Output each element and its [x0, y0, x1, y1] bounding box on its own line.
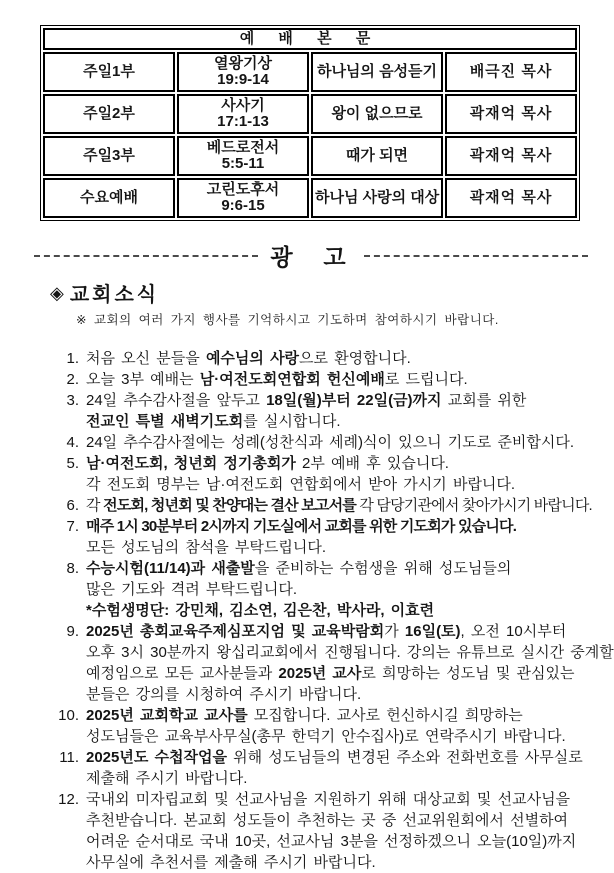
scripture-cell: [177, 52, 309, 92]
worship-table-row: [43, 94, 577, 134]
pastor-cell: 곽재억 목사: [445, 178, 577, 218]
list-item-line: [86, 789, 580, 810]
list-item: [40, 516, 580, 558]
list-item: [40, 369, 580, 390]
text-segment: 로 드립니다.: [384, 371, 468, 388]
text-segment: 많은 기도와 격려 부탁드립니다.: [86, 581, 298, 598]
list-item-line: [86, 642, 614, 663]
text-segment: 국내외 미자립교회 및 선교사님을 지원하기 위해 대상교회 및 선교사님을: [86, 791, 571, 808]
list-item-line: [86, 432, 580, 453]
list-item-line: [86, 369, 580, 390]
list-item: [40, 453, 580, 495]
list-item-line: [86, 747, 583, 768]
scripture-verse: 5:5-11: [221, 155, 265, 172]
scripture-verse: 9:6-15: [221, 197, 265, 214]
text-segment: 매주 1시 30분부터 2시까지 기도실에서 교회를 위한 기도회가 있습니다.: [86, 518, 517, 535]
service-cell: 주일3부: [43, 136, 175, 176]
list-item-number: 11.: [59, 749, 79, 766]
text-segment: 24일 추수감사절을 앞두고: [86, 392, 267, 409]
sermon-title-cell: 때가 되면: [311, 136, 443, 176]
sermon-title-cell: 왕이 없으므로: [311, 94, 443, 134]
list-item-line: [86, 453, 580, 474]
text-segment: 24일 추수감사절에는 성례(성찬식과 세례)식이 있으니 기도로 준비합시다.: [86, 434, 575, 451]
church-news-title: 교회소식: [69, 284, 160, 306]
list-item-body: [86, 369, 580, 390]
text-segment: 2025년 교사: [278, 665, 362, 682]
list-item: [40, 747, 583, 789]
text-segment: 각: [86, 497, 104, 514]
list-item-body: [86, 747, 583, 789]
text-segment: 모집합니다. 교사로 헌신하시길 희망하는: [247, 707, 523, 724]
list-item-body: [86, 705, 580, 747]
diamond-bullet-icon: ◈: [50, 282, 64, 303]
list-item-body: [86, 516, 580, 558]
scripture-book: 열왕기상: [214, 55, 272, 72]
list-item-number: 2.: [66, 371, 79, 388]
list-item-number: 3.: [66, 392, 79, 409]
service-cell: 수요예배: [43, 178, 175, 218]
list-item-number: 7.: [66, 518, 79, 535]
list-item: [40, 621, 614, 705]
church-news-header: [50, 278, 580, 307]
list-item-body: [86, 432, 580, 453]
notice-divider: [34, 239, 588, 272]
text-segment: 제출해 주시기 바랍니다.: [86, 770, 248, 787]
pastor-cell: 곽재억 목사: [445, 136, 577, 176]
text-segment: 전교인 특별 새벽기도회: [86, 413, 244, 430]
text-segment: 수능시험(11/14)과 새출발: [86, 560, 255, 577]
text-segment: 예정임으로 모든 교사분들과: [86, 665, 279, 682]
worship-table-row: [43, 52, 577, 92]
text-segment: 을 준비하는 수험생을 위해 성도님들의: [254, 560, 512, 577]
list-item-body: [86, 453, 580, 495]
worship-table-title: 예 배 본 문: [43, 28, 577, 50]
notice-section-title: 광 고: [270, 244, 352, 270]
text-segment: 분들은 강의를 시청하여 주시기 바랍니다.: [86, 686, 362, 703]
text-segment: 으로 환영합니다.: [299, 350, 411, 367]
worship-table-row: [43, 136, 577, 176]
text-segment: *수험생명단: 강민채, 김소연, 김은찬, 박사라, 이효련: [86, 602, 435, 619]
pastor-cell: 곽재억 목사: [445, 94, 577, 134]
scripture-verse: 17:1-13: [217, 113, 269, 130]
text-segment: 예수님의 사랑: [205, 350, 300, 367]
scripture-verse: 19:9-14: [217, 71, 269, 88]
list-item-number: 10.: [58, 707, 79, 724]
worship-table-title-row: [43, 28, 577, 50]
list-item-line: [86, 621, 614, 642]
list-item-line: [86, 411, 580, 432]
scripture-cell: [177, 136, 309, 176]
list-item: [40, 495, 592, 516]
text-segment: 2부 예배 후 있습니다.: [295, 455, 449, 472]
sermon-title-cell: 하나님 사랑의 대상: [311, 178, 443, 218]
list-item-line: [86, 516, 580, 537]
scripture-book: 고린도후서: [206, 181, 280, 198]
list-item-body: [86, 390, 580, 432]
text-segment: 2025년 교회학교 교사를: [86, 707, 248, 724]
text-segment: 2025년 총회교육주제심포지엄 및 교육박람회: [86, 623, 385, 640]
text-segment: 처음 오신 분들을: [86, 350, 206, 367]
text-segment: 남·여전도회, 청년회 정기총회가: [86, 455, 296, 472]
list-item-line: [86, 348, 580, 369]
text-segment: 가: [384, 623, 405, 640]
text-segment: 모든 성도님의 참석을 부탁드립니다.: [86, 539, 327, 556]
list-item-number: 1.: [66, 350, 79, 367]
list-item-line: [86, 390, 580, 411]
list-item-line: [86, 537, 580, 558]
list-item-line: [86, 705, 580, 726]
list-item-line: [86, 684, 614, 705]
scripture-book: 베드로전서: [206, 139, 280, 156]
list-item-number: 12.: [58, 791, 79, 808]
list-item-line: [86, 810, 580, 831]
text-segment: 오늘 3부 예배는: [86, 371, 200, 388]
text-segment: 교회를 위한: [441, 392, 527, 409]
text-segment: 로 희망하는 성도님 및 관심있는: [361, 665, 575, 682]
list-item-body: [86, 621, 614, 705]
text-segment: 전도회, 청년회 및 찬양대는 결산 보고서를: [103, 497, 356, 514]
service-cell: 주일2부: [43, 94, 175, 134]
text-segment: 남·여전도회연합회 헌신예배: [199, 371, 385, 388]
list-item: [40, 348, 580, 369]
list-item-line: [86, 600, 580, 621]
text-segment: 각 담당기관에서 찾아가시기 바랍니다.: [356, 497, 592, 514]
list-item-number: 4.: [66, 434, 79, 451]
text-segment: 어려운 순서대로 국내 10곳, 선교사님 3분을 선정하겠으니 오늘(10일)까지: [86, 833, 577, 850]
list-item-line: [86, 474, 580, 495]
list-item: [40, 789, 580, 873]
dashed-rule-left: [34, 255, 258, 257]
list-item-number: 9.: [66, 623, 79, 640]
text-segment: , 오전 10시부터: [460, 623, 567, 640]
list-item-body: [86, 495, 592, 516]
service-cell: 주일1부: [43, 52, 175, 92]
pastor-cell: 배극진 목사: [445, 52, 577, 92]
text-segment: 성도님들은 교육부사무실(총무 한덕기 안수집사)로 연락주시기 바랍니다.: [86, 728, 566, 745]
list-item-line: [86, 558, 580, 579]
list-item: [40, 558, 580, 621]
text-segment: 16일(토): [404, 623, 461, 640]
sermon-title-cell: 하나님의 음성듣기: [311, 52, 443, 92]
list-item-number: 8.: [66, 560, 79, 577]
list-item-line: [86, 663, 614, 684]
list-item-body: [86, 348, 580, 369]
list-item: [40, 390, 580, 432]
list-item-line: [86, 579, 580, 600]
list-item-line: [86, 726, 580, 747]
text-segment: 오후 3시 30분까지 왕십리교회에서 진행됩니다. 강의는 유튜브로 실시간 중계할: [86, 644, 614, 661]
text-segment: 위해 성도님들의 변경된 주소와 전화번호를 사무실로: [226, 749, 583, 766]
announcement-list: [40, 348, 614, 873]
list-item-number: 6.: [66, 497, 79, 514]
list-item-line: [86, 852, 580, 873]
text-segment: 추천받습니다. 본교회 성도들이 추천하는 곳 중 선교위원회에서 선별하여: [86, 812, 569, 829]
list-item-number: 5.: [66, 455, 79, 472]
list-item-line: [86, 831, 580, 852]
text-segment: 사무실에 추천서를 제출해 주시기 바랍니다.: [86, 854, 376, 871]
scripture-cell: [177, 178, 309, 218]
text-segment: 2025년도 수첩작업을: [86, 749, 227, 766]
text-segment: 를 실시합니다.: [243, 413, 341, 430]
list-item-line: [86, 495, 592, 516]
church-news-note: ※ 교회의 여러 가지 행사를 기억하시고 기도하며 참여하시기 바랍니다.: [76, 313, 499, 327]
worship-scripture-table: [40, 25, 580, 221]
scripture-book: 사사기: [221, 97, 265, 114]
list-item: [40, 432, 580, 453]
scripture-cell: [177, 94, 309, 134]
list-item: [40, 705, 580, 747]
list-item-body: [86, 789, 580, 873]
worship-table-row: [43, 178, 577, 218]
list-item-body: [86, 558, 580, 621]
list-item-line: [86, 768, 583, 789]
text-segment: 18일(월)부터 22일(금)까지: [266, 392, 442, 409]
text-segment: 각 전도회 명부는 남·여전도회 연합회에서 받아 가시기 바랍니다.: [86, 476, 516, 493]
dashed-rule-right: [364, 255, 588, 257]
worship-table-body: [43, 28, 577, 218]
